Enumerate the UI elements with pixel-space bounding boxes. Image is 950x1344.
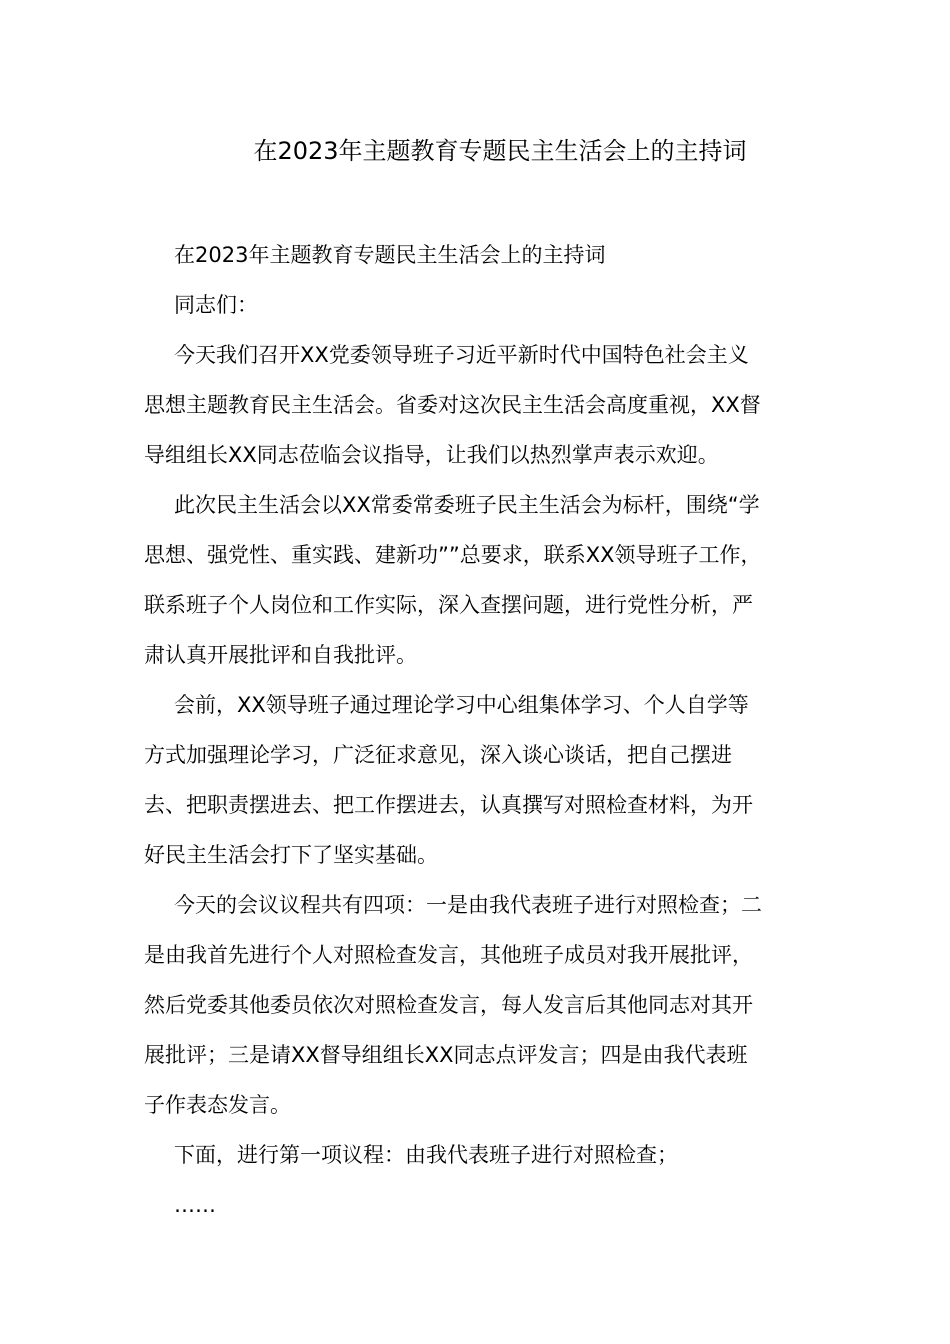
paragraph-ellipsis — [144, 1180, 812, 1230]
text-line: 然后党委其他委员依次对照检查发言，每人发言后其他同志对其开 — [144, 993, 753, 1017]
text-line: 思想主题教育民主生活会。省委对这次民主生活会高度重视，XX督 — [144, 393, 761, 417]
text-line: …… — [174, 1193, 216, 1217]
text-line: 下面，进行第一项议程：由我代表班子进行对照检查； — [174, 1143, 678, 1167]
text-line: 会前，XX领导班子通过理论学习中心组集体学习、个人自学等 — [174, 693, 749, 717]
text-line: 好民主生活会打下了坚实基础。 — [144, 843, 438, 867]
text-line: 今天我们召开XX党委领导班子习近平新时代中国特色社会主义 — [174, 343, 749, 367]
text-line: 联系班子个人岗位和工作实际，深入查摆问题，进行党性分析，严 — [144, 593, 753, 617]
document-body — [144, 230, 812, 1230]
paragraph-first-item — [144, 1130, 812, 1180]
text-line: 此次民主生活会以XX常委常委班子民主生活会为标杆，围绕“学 — [174, 493, 760, 517]
paragraph-agenda — [144, 880, 812, 1130]
paragraph-subtitle — [144, 230, 812, 280]
text-line: 今天的会议议程共有四项：一是由我代表班子进行对照检查；二 — [174, 893, 762, 917]
text-line: 导组组长XX同志莅临会议指导，让我们以热烈掌声表示欢迎。 — [144, 443, 719, 467]
text-line: 方式加强理论学习，广泛征求意见，深入谈心谈话，把自己摆进 — [144, 743, 732, 767]
paragraph-salutation — [144, 280, 812, 330]
text-line: 在2023年主题教育专题民主生活会上的主持词 — [174, 243, 606, 267]
text-line: 展批评；三是请XX督导组组长XX同志点评发言；四是由我代表班 — [144, 1043, 748, 1067]
paragraph-benchmark — [144, 480, 812, 680]
paragraph-preparation — [144, 680, 812, 880]
text-line: 是由我首先进行个人对照检查发言，其他班子成员对我开展批评， — [144, 943, 753, 967]
text-line: 去、把职责摆进去、把工作摆进去，认真撰写对照检查材料，为开 — [144, 793, 753, 817]
text-line: 同志们： — [174, 293, 258, 317]
paragraph-opening — [144, 330, 812, 480]
text-line: 思想、强党性、重实践、建新功””总要求，联系XX领导班子工作， — [144, 543, 762, 567]
text-line: 肃认真开展批评和自我批评。 — [144, 643, 417, 667]
document-title: 在2023年主题教育专题民主生活会上的主持词 — [253, 137, 747, 165]
text-line: 子作表态发言。 — [144, 1093, 291, 1117]
